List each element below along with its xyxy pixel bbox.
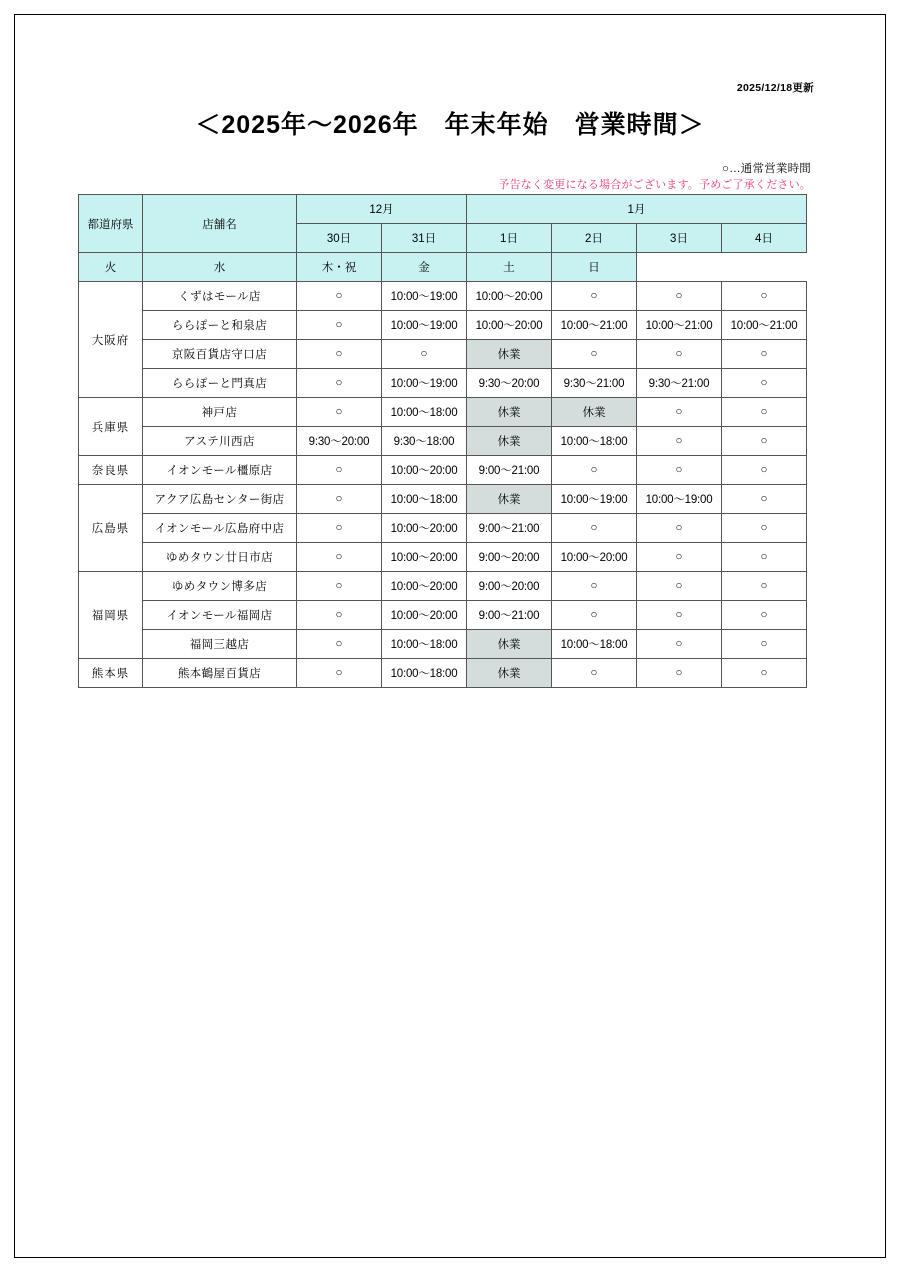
store-name-cell: ららぽーと和泉店 [143,311,297,340]
header-weekday-4: 土 [467,253,552,282]
prefecture-cell: 福岡県 [79,572,143,659]
closed-cell: 休業 [467,427,552,456]
hours-cell: ○ [552,659,637,688]
table-row [79,340,807,369]
store-name-cell: イオンモール広島府中店 [143,514,297,543]
prefecture-cell: 広島県 [79,485,143,572]
hours-cell: 9:30～18:00 [382,427,467,456]
hours-cell: ○ [637,282,722,311]
hours-cell: 10:00～18:00 [382,485,467,514]
hours-cell: ○ [722,485,807,514]
header-row-months [79,195,807,224]
hours-cell: ○ [637,456,722,485]
store-name-cell: アクア広島センター街店 [143,485,297,514]
hours-cell: ○ [722,572,807,601]
hours-cell: 10:00～18:00 [552,427,637,456]
hours-cell: 9:30～21:00 [552,369,637,398]
hours-cell: ○ [552,572,637,601]
hours-cell: 10:00～20:00 [382,514,467,543]
table-row [79,630,807,659]
hours-cell: 9:00～20:00 [467,572,552,601]
header-weekday-1: 水 [143,253,297,282]
hours-cell: 10:00～18:00 [382,630,467,659]
closed-cell: 休業 [467,630,552,659]
hours-cell: 9:30～20:00 [467,369,552,398]
hours-cell: ○ [722,630,807,659]
table-row [79,282,807,311]
hours-cell: 10:00～19:00 [552,485,637,514]
hours-cell: ○ [297,630,382,659]
header-weekday-0: 火 [79,253,143,282]
hours-cell: ○ [382,340,467,369]
hours-cell: 10:00～20:00 [467,282,552,311]
table-row [79,572,807,601]
store-name-cell: イオンモール福岡店 [143,601,297,630]
hours-cell: 10:00～19:00 [382,311,467,340]
header-day-3: 2日 [552,224,637,253]
table-row [79,514,807,543]
hours-cell: ○ [722,282,807,311]
hours-cell: ○ [297,485,382,514]
table-row [79,427,807,456]
hours-cell: 10:00～20:00 [382,543,467,572]
hours-cell: ○ [722,427,807,456]
header-month-january: 1月 [467,195,807,224]
hours-cell: 10:00～19:00 [382,369,467,398]
hours-cell: ○ [297,311,382,340]
hours-cell: 10:00～18:00 [552,630,637,659]
hours-cell: ○ [552,601,637,630]
hours-cell: ○ [552,282,637,311]
legend-text: ○…通常営業時間 [721,163,811,175]
hours-cell: ○ [297,282,382,311]
table-row [79,456,807,485]
hours-cell: ○ [552,456,637,485]
hours-cell: ○ [722,340,807,369]
header-day-4: 3日 [637,224,722,253]
hours-cell: 9:30～21:00 [637,369,722,398]
store-name-cell: イオンモール橿原店 [143,456,297,485]
header-row-weekdays [79,253,807,282]
hours-cell: ○ [297,514,382,543]
hours-cell: ○ [637,543,722,572]
hours-cell: 10:00～21:00 [722,311,807,340]
hours-cell: 10:00～20:00 [467,311,552,340]
hours-cell: ○ [637,514,722,543]
store-name-cell: くずはモール店 [143,282,297,311]
update-date: 2025/12/18更新 [736,82,814,94]
closed-cell: 休業 [467,485,552,514]
hours-cell: ○ [552,340,637,369]
hours-cell: 10:00～18:00 [382,659,467,688]
hours-cell: 10:00～20:00 [382,572,467,601]
header-day-0: 30日 [297,224,382,253]
business-hours-table [78,194,807,688]
hours-cell: ○ [552,514,637,543]
store-name-cell: 神戸店 [143,398,297,427]
hours-cell: ○ [637,630,722,659]
hours-cell: ○ [722,601,807,630]
hours-cell: ○ [637,427,722,456]
hours-cell: ○ [637,601,722,630]
hours-cell: ○ [297,369,382,398]
table-body [79,282,807,688]
hours-cell: ○ [637,659,722,688]
store-name-cell: 京阪百貨店守口店 [143,340,297,369]
prefecture-cell: 奈良県 [79,456,143,485]
hours-cell: 10:00～19:00 [382,282,467,311]
store-name-cell: ゆめタウン博多店 [143,572,297,601]
table-row [79,398,807,427]
hours-cell: ○ [722,456,807,485]
hours-cell: ○ [637,572,722,601]
hours-cell: ○ [297,340,382,369]
store-name-cell: 熊本鶴屋百貨店 [143,659,297,688]
hours-cell: 10:00～21:00 [637,311,722,340]
header-weekday-3: 金 [382,253,467,282]
table-row [79,369,807,398]
closed-cell: 休業 [467,659,552,688]
header-prefecture: 都道府県 [79,195,143,253]
hours-cell: ○ [722,398,807,427]
hours-cell: 10:00～20:00 [552,543,637,572]
store-name-cell: 福岡三越店 [143,630,297,659]
prefecture-cell: 兵庫県 [79,398,143,456]
hours-cell: ○ [722,514,807,543]
hours-cell: ○ [297,601,382,630]
hours-cell: 10:00～18:00 [382,398,467,427]
hours-cell: ○ [722,543,807,572]
hours-cell: 9:00～21:00 [467,601,552,630]
header-day-5: 4日 [722,224,807,253]
hours-cell: 9:00～20:00 [467,543,552,572]
header-store: 店舗名 [143,195,297,253]
hours-cell: 9:30～20:00 [297,427,382,456]
table-row [79,485,807,514]
hours-cell: ○ [297,456,382,485]
page-title: ＜2025年～2026年 年末年始 営業時間＞ [195,111,705,139]
header-weekday-2: 木・祝 [297,253,382,282]
hours-cell: ○ [722,369,807,398]
header-weekday-5: 日 [552,253,637,282]
header-day-1: 31日 [382,224,467,253]
closed-cell: 休業 [467,340,552,369]
store-name-cell: アステ川西店 [143,427,297,456]
hours-cell: ○ [297,398,382,427]
hours-cell: 9:00～21:00 [467,456,552,485]
hours-cell: 10:00～20:00 [382,456,467,485]
table-header [79,195,807,282]
store-name-cell: ららぽーと門真店 [143,369,297,398]
hours-cell: 9:00～21:00 [467,514,552,543]
prefecture-cell: 熊本県 [79,659,143,688]
store-name-cell: ゆめタウン廿日市店 [143,543,297,572]
closed-cell: 休業 [552,398,637,427]
hours-cell: ○ [297,659,382,688]
table-row [79,543,807,572]
hours-cell: ○ [297,572,382,601]
hours-cell: ○ [637,398,722,427]
hours-cell: 10:00～20:00 [382,601,467,630]
hours-cell: ○ [637,340,722,369]
table-row [79,659,807,688]
hours-cell: 10:00～21:00 [552,311,637,340]
table-row [79,601,807,630]
hours-cell: ○ [297,543,382,572]
hours-cell: ○ [722,659,807,688]
table-row [79,311,807,340]
notice-text: 予告なく変更になる場合がございます。予めご了承ください。 [498,179,811,191]
prefecture-cell: 大阪府 [79,282,143,398]
header-month-december: 12月 [297,195,467,224]
header-day-2: 1日 [467,224,552,253]
hours-cell: 10:00～19:00 [637,485,722,514]
closed-cell: 休業 [467,398,552,427]
